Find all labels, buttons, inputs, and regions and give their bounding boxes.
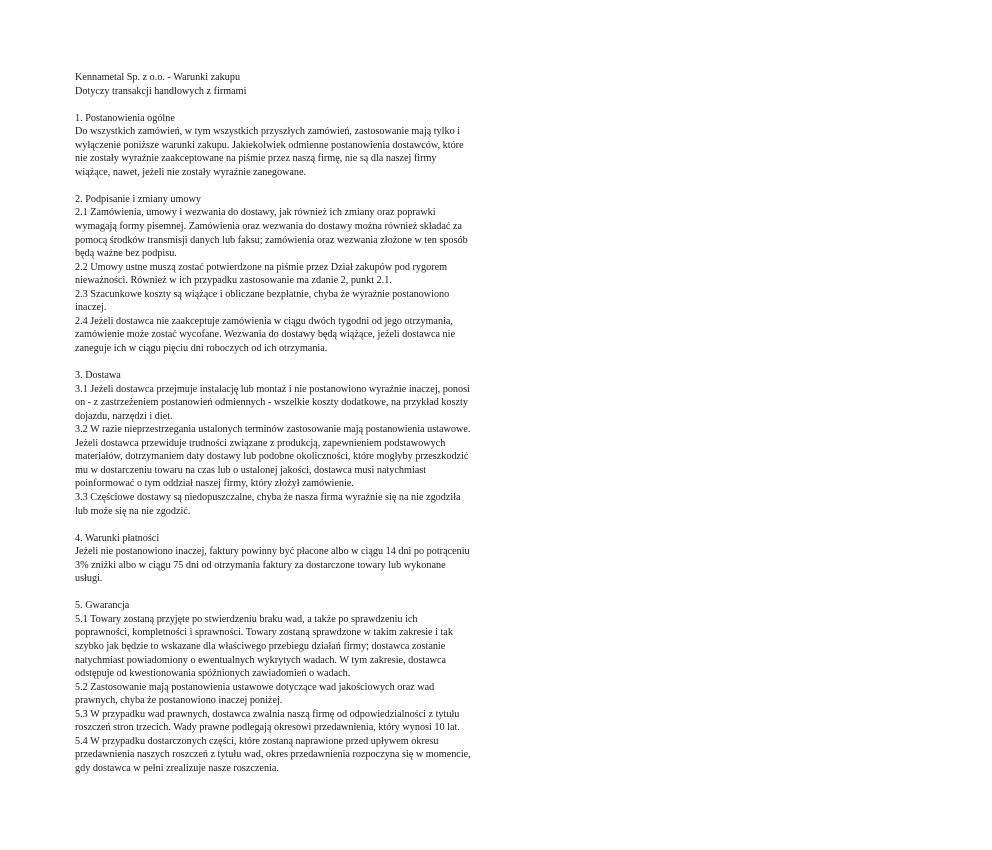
paragraph-line: odstępuje od kwestionowania spóźnionych zawiadomień o wadach. (75, 668, 351, 680)
paragraph-line: natychmiast powiadomiony o ewentualnych wykrytych wadach. W tym zakresie, dostawca (75, 654, 447, 666)
section-spacer (75, 179, 545, 193)
paragraph-line: wyłączenie poniższe warunki zakupu. Jakiekolwiek odmienne postanowienia dostawców, które (75, 139, 464, 151)
section-heading: 5. Gwarancja (75, 600, 130, 612)
paragraph-line: nieważności. Również w ich przypadku zastosowanie ma zdanie 2, punkt 2.1. (75, 275, 392, 287)
section-spacer (75, 98, 545, 112)
section-5 (75, 599, 545, 775)
paragraph-line: usługi. (75, 573, 103, 585)
section-heading: 1. Postanowienia ogólne (75, 112, 175, 124)
paragraph-line: roszczeń stron trzecich. Wady prawne podlegają okresowi przedawnienia, który wynosi 10 lat. (75, 722, 460, 734)
paragraph-line: materiałów, dotrzymaniem daty dostawy lub podobne okoliczności, które mogłyby przeszkodzić (75, 451, 469, 463)
document-subtitle: Dotyczy transakcji handlowych z firmami (75, 85, 247, 97)
paragraph-line: 5.2 Zastosowanie mają postanowienia ustawowe dotyczące wad jakościowych oraz wad (75, 681, 435, 693)
document-header (75, 71, 545, 98)
paragraph-line: on - z zastrzeżeniem postanowień odmiennych - wszelkie koszty dodatkowe, na przykład koszty (75, 397, 468, 409)
paragraph-line: 2.3 Szacunkowe koszty są wiążące i obliczane bezpłatnie, chyba że wyraźnie postanowiono (75, 288, 450, 300)
paragraph-line: inaczej. (75, 302, 107, 314)
section-spacer (75, 518, 545, 532)
paragraph-line: wiążące, nawet, jeżeli nie zostały wyraźnie zanegowane. (75, 166, 307, 178)
section-heading: 4. Warunki płatności (75, 532, 160, 544)
section-2 (75, 193, 545, 356)
section-3 (75, 369, 545, 518)
paragraph-line: lub może się na nie zgodzić. (75, 505, 191, 517)
document-title: Kennametal Sp. z o.o. - Warunki zakupu (75, 72, 241, 83)
paragraph-line: 2.2 Umowy ustne muszą zostać potwierdzone na piśmie przez Dział zakupów pod rygorem (75, 261, 448, 273)
section-heading: 2. Podpisanie i zmiany umowy (75, 193, 201, 205)
paragraph-line: mu w dostarczeniu towaru na czas lub o ustalonej jakości, dostawca musi natychmiast (75, 464, 427, 476)
paragraph-line: 2.4 Jeżeli dostawca nie zaakceptuje zamówienia w ciągu dwóch tygodni od jego otrzymania, (75, 315, 453, 327)
paragraph-line: 5.4 W przypadku dostarczonych części, które zostaną naprawione przed upływem okresu (75, 735, 439, 747)
paragraph-line: Do wszystkich zamówień, w tym wszystkich przyszłych zamówień, zastosowanie mają tylko i (75, 126, 461, 138)
paragraph-line: będą ważne bez podpisu. (75, 248, 177, 260)
sections-container (75, 98, 545, 775)
paragraph-line: 2.1 Zamówienia, umowy i wezwania do dostawy, jak również ich zmiany oraz poprawki (75, 207, 436, 219)
paragraph-line: Jeżeli nie postanowiono inaczej, faktury powinny być płacone albo w ciągu 14 dni po potrąceniu (75, 546, 470, 558)
paragraph-line: 3.2 W razie nieprzestrzegania ustalonych terminów zastosowanie mają postanowienia ustawowe. (75, 424, 471, 436)
paragraph-line: poinformować o tym oddział naszej firmy, który złożył zamówienie. (75, 478, 354, 490)
section-4 (75, 532, 545, 586)
paragraph-line: 3.3 Częściowe dostawy są niedopuszczalne, chyba że nasza firma wyraźnie się na nie zgodziła (75, 491, 461, 503)
paragraph-line: 3% zniżki albo w ciągu 75 dni od otrzymania faktury za dostarczone towary lub wykonane (75, 559, 446, 571)
paragraph-line: nie zostały wyraźnie zaakceptowane na piśmie przez naszą firmę, nie są dla naszej firmy (75, 153, 437, 165)
paragraph-line: 5.3 W przypadku wad prawnych, dostawca zwalnia naszą firmę od odpowiedzialności z tytułu (75, 708, 460, 720)
paragraph-line: 3.1 Jeżeli dostawca przejmuje instalację lub montaż i nie postanowiono wyraźnie inaczej, ponosi (75, 383, 470, 395)
section-spacer (75, 355, 545, 369)
paragraph-line: zamówienie może zostać wycofane. Wezwania do dostawy będą wiążące, jeżeli dostawca nie (75, 329, 455, 341)
paragraph-line: gdy dostawca w pełni zrealizuje nasze roszczenia. (75, 762, 279, 774)
paragraph-line: przedawnienia naszych roszczeń z tytułu wad, okres przedawnienia rozpoczyna się w momencie, (75, 749, 471, 761)
paragraph-line: 5.1 Towary zostaną przyjęte po stwierdzeniu braku wad, a także po sprawdzeniu ich (75, 613, 418, 625)
paragraph-line: zaneguje ich w ciągu pięciu dni roboczych od ich otrzymania. (75, 342, 328, 354)
paragraph-line: pomocą środków transmisji danych lub faksu; zamówienia oraz wezwania złożone w ten sposób (75, 234, 468, 246)
paragraph-line: wymagają formy pisemnej. Zamówienia oraz wezwania do dostawy można również składać za (75, 221, 462, 233)
section-spacer (75, 586, 545, 600)
paragraph-line: poprawności, kompletności i sprawności. Towary zostaną sprawdzone w takim zakresie i tak (75, 627, 453, 639)
document-body (75, 71, 545, 775)
section-1 (75, 112, 545, 180)
paragraph-line: dojazdu, narzędzi i diet. (75, 410, 173, 422)
section-heading: 3. Dostawa (75, 370, 121, 382)
paragraph-line: szybko jak będzie to wskazane dla właściwego przebiegu działań firmy; dostawca zostanie (75, 640, 446, 652)
paragraph-line: Jeżeli dostawca przewiduje trudności związane z produkcją, zapewnieniem podstawowych (75, 437, 446, 449)
paragraph-line: prawnych, chyba że postanowiono inaczej poniżej. (75, 695, 283, 707)
